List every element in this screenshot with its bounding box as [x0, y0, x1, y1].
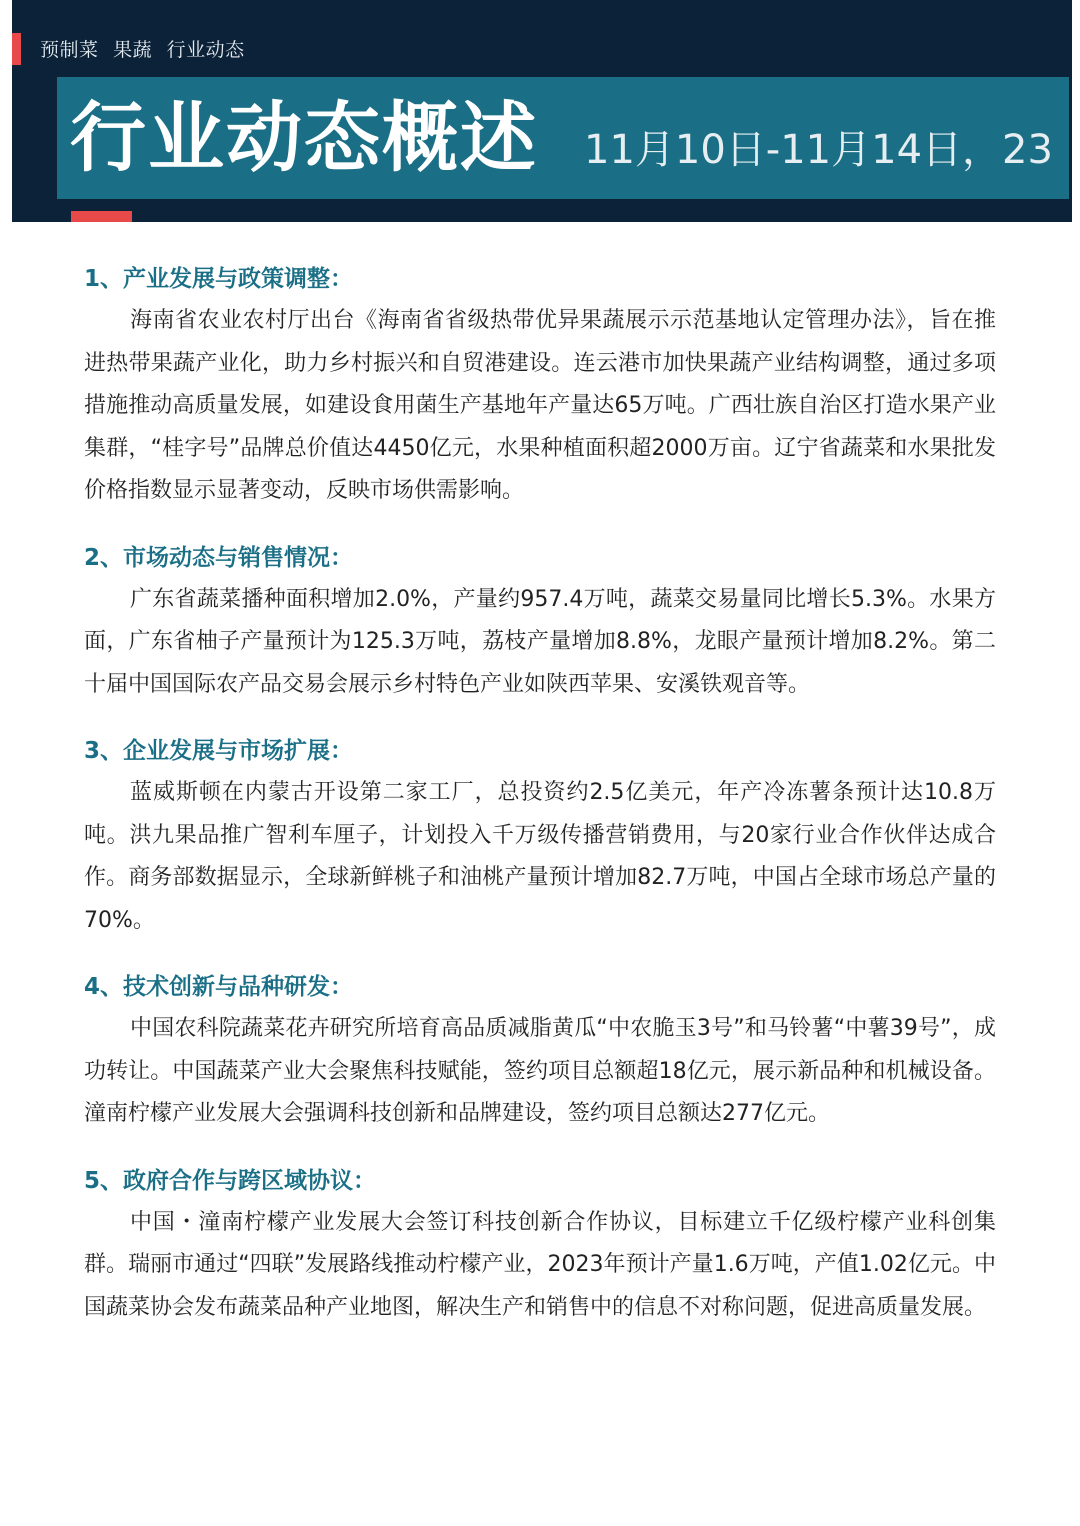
section-heading: 2、市场动态与销售情况： — [84, 544, 354, 571]
section-heading: 5、政府合作与跨区域协议： — [84, 1167, 377, 1194]
section-heading: 3、企业发展与市场扩展： — [84, 738, 354, 764]
section-body: 中国农科院蔬菜花卉研究所培育高品质减脂黄瓜“中农脆玉3号”和马铃薯“中薯39号”，成功转让。中国蔬菜产业大会聚焦科技赋能，签约项目总额超18亿元，展示新品种和机械设备。潼南柠檬产业发展大会强调科技创新和品牌建设，签约项目总额达277亿元。 — [84, 1016, 996, 1126]
section-body: 广东省蔬菜播种面积增加2.0%，产量约957.4万吨，蔬菜交易量同比增长5.3%。水果方面，广东省柚子产量预计为125.3万吨，荔枝产量增加8.8%，龙眼产量预计增加8.2%。第二十届中国国际农产品交易会展示乡村特色产业如陕西苹果、安溪铁观音等。 — [84, 586, 996, 697]
section-body: 蓝威斯顿在内蒙古开设第二家工厂，总投资约2.5亿美元，年产冷冻薯条预计达10.8万吨。洪九果品推广智利车厘子，计划投入千万级传播营销费用，与20家行业合作伙伴达成合作。商务部数据显示，全球新鲜桃子和油桃产量预计增加82.7万吨，中国占全球市场总产量的70%。 — [84, 780, 996, 933]
section-enterprise-expansion — [84, 730, 996, 942]
header-accent-bar — [12, 33, 21, 65]
category-tags — [40, 36, 253, 64]
section-government-cooperation — [84, 1160, 996, 1330]
tag-fruits-vegetables: 果蔬 — [113, 39, 153, 61]
section-market-sales — [84, 537, 996, 707]
section-heading: 1、产业发展与政策调整： — [84, 266, 354, 292]
article-content — [84, 258, 996, 1353]
date-range: 11月10日-11月14日，23 — [584, 127, 1053, 173]
section-body: 海南省农业农村厅出台《海南省省级热带优异果蔬展示示范基地认定管理办法》，旨在推进热带果蔬产业化，助力乡村振兴和自贸港建设。连云港市加快果蔬产业结构调整，通过多项措施推动高质量发展，如建设食用菌生产基地年产量达65万吨。广西壮族自治区打造水果产业集群，“桂字号”品牌总价值达4450亿元，水果种植面积超2000万亩。辽宁省蔬菜和水果批发价格指数显示显著变动，反映市场供需影响。 — [84, 308, 996, 503]
title-underline-accent — [71, 211, 132, 222]
section-body: 中国・潼南柠檬产业发展大会签订科技创新合作协议，目标建立千亿级柠檬产业科创集群。瑞丽市通过“四联”发展路线推动柠檬产业，2023年预计产量1.6万吨，产值1.02亿元。中国蔬菜协会发布蔬菜品种产业地图，解决生产和销售中的信息不对称问题，促进高质量发展。 — [84, 1209, 996, 1320]
page-title: 行业动态概述 — [70, 93, 538, 182]
tag-prepared-food: 预制菜 — [40, 39, 99, 61]
section-industry-policy — [84, 258, 996, 513]
section-heading: 4、技术创新与品种研发： — [84, 974, 354, 1000]
tag-industry-news: 行业动态 — [166, 39, 245, 61]
section-tech-innovation — [84, 966, 996, 1136]
